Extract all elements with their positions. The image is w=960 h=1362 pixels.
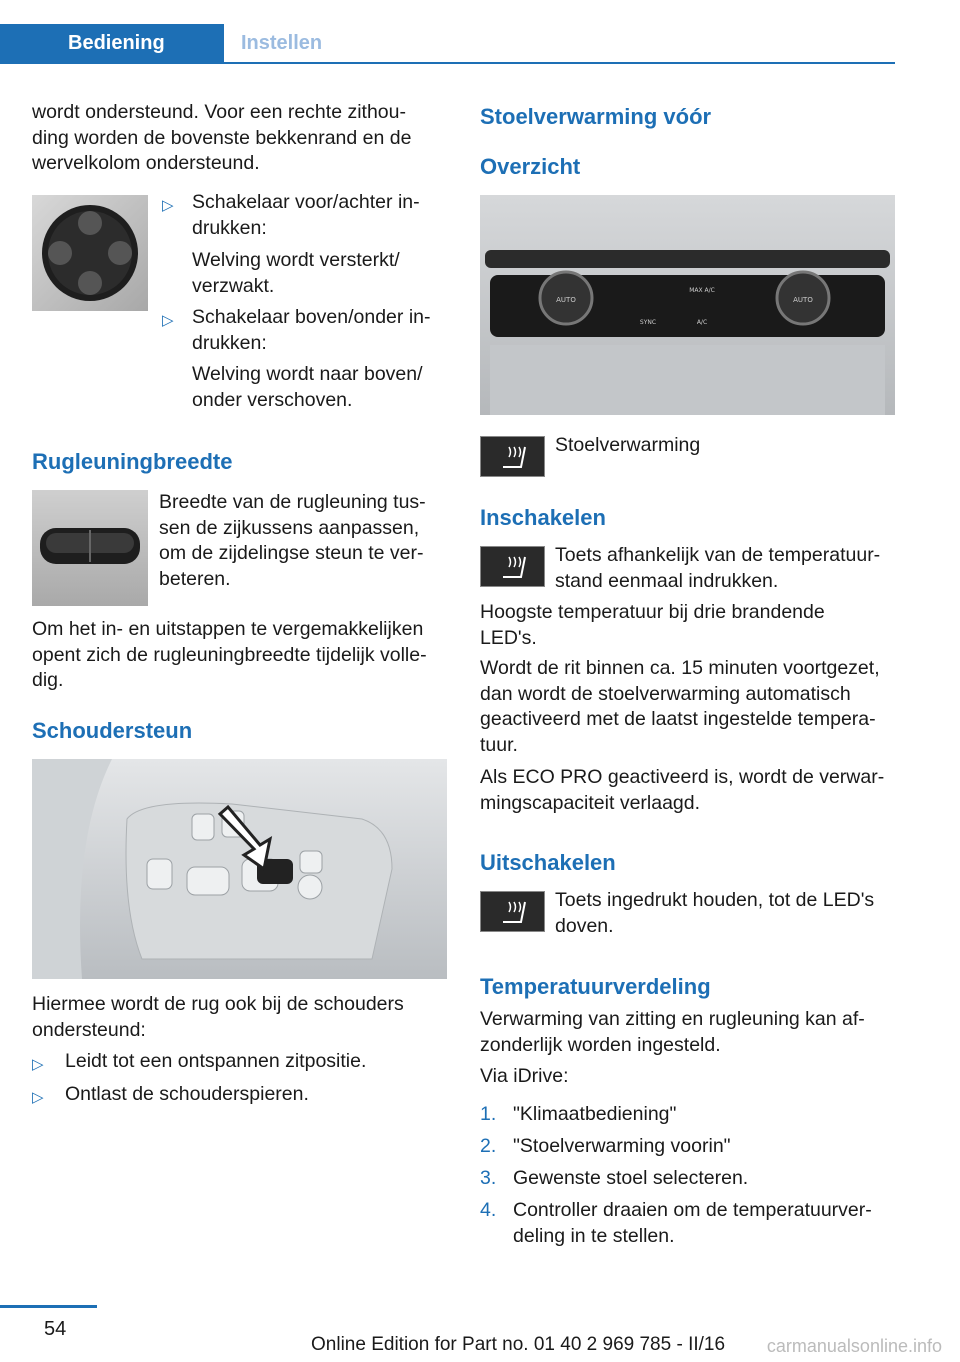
shoulder-item-1: Leidt tot een ontspannen zitpositie. (65, 1050, 367, 1072)
panel-label-auto-right: AUTO (793, 296, 813, 304)
step-text: Controller draaien om de temperatuurver- deling in te stellen. (513, 1199, 872, 1247)
lumbar-item-1-detail: Welving wordt versterkt/ verzwakt. (192, 249, 400, 297)
rug-text: Breedte van de rugleuning tus- sen de zijkussens aanpassen, om de zijdelingse steun te ver- beteren. (159, 491, 426, 590)
climate-panel-image (480, 195, 895, 415)
heading-uitschakelen: Uitschakelen (480, 850, 616, 875)
bullet-icon: ▷ (32, 1056, 44, 1073)
panel-label-sync: SYNC (639, 319, 657, 326)
on-paragraph-1: Hoogste temperatuur bij drie brandende LED's. (480, 601, 825, 649)
lumbar-switch-image (32, 195, 148, 311)
step-text: Gewenste stoel selecteren. (513, 1167, 749, 1189)
shoulder-item-2: Ontlast de schouderspieren. (65, 1083, 309, 1105)
page-number: 54 (44, 1318, 67, 1340)
heading-inschakelen: Inschakelen (480, 505, 606, 530)
bullet-icon: ▷ (162, 197, 174, 214)
bullet-icon: ▷ (162, 312, 174, 329)
panel-label-ac: A/C (696, 319, 708, 326)
intro-paragraph: wordt ondersteund. Voor een rechte zithou- ding worden de bovenste bekkenrand en de wervelkolom ondersteund. (32, 101, 412, 174)
panel-label-auto-left: AUTO (556, 296, 576, 304)
shoulder-text: Hiermee wordt de rug ook bij de schouders ondersteund: (32, 993, 404, 1041)
seat-controls-image (32, 759, 447, 979)
lumbar-item-2-title: Schakelaar boven/onder in- drukken: (192, 306, 431, 354)
heading-schoudersteun: Schoudersteun (32, 718, 193, 743)
backrest-width-switch-image (32, 490, 148, 606)
panel-label-maxac: MAX A/C (689, 287, 715, 294)
edition-text: Online Edition for Part no. 01 40 2 969 785 - II/16 (311, 1334, 726, 1355)
section-tabs (0, 24, 895, 64)
on-paragraph-2: Wordt de rit binnen ca. 15 minuten voortgezet, dan wordt de stoelverwarming automatisch geactiveerd met de laatst ingestelde tempera- tuur. (480, 657, 880, 756)
step-text: "Stoelverwarming voorin" (513, 1135, 731, 1157)
lumbar-item-2-detail: Welving wordt naar boven/ onder verschoven. (192, 363, 423, 411)
off-text: Toets ingedrukt houden, tot de LED's doven. (555, 889, 875, 937)
heading-overzicht: Overzicht (480, 154, 581, 179)
heading-rugleuningbreedte: Rugleuningbreedte (32, 449, 233, 474)
step-text: "Klimaatbediening" (513, 1103, 677, 1125)
bullet-icon: ▷ (32, 1089, 44, 1106)
seat-heating-label: Stoelverwarming (555, 434, 701, 456)
tab-bediening[interactable]: Bediening (0, 24, 224, 62)
seat-heating-button-icon (480, 891, 545, 932)
step-number: 2. (480, 1135, 497, 1157)
on-text: Toets afhankelijk van de temperatuur- stand eenmaal indrukken. (555, 544, 881, 592)
rug-note: Om het in- en uitstappen te vergemakkelijken opent zich de rugleuningbreedte tijdelijk volle- dig. (32, 618, 427, 691)
step-number: 3. (480, 1167, 497, 1189)
heading-temperatuurverdeling: Temperatuurverdeling (480, 974, 711, 999)
seat-heating-button-icon (480, 546, 545, 587)
footer-rule (0, 1305, 97, 1308)
via-idrive: Via iDrive: (480, 1065, 569, 1087)
step-number: 1. (480, 1103, 497, 1125)
on-paragraph-3: Als ECO PRO geactiveerd is, wordt de verwar- mingscapaciteit verlaagd. (480, 766, 885, 814)
watermark: carmanualsonline.info (766, 1336, 942, 1356)
tab-instellen[interactable]: Instellen (241, 32, 323, 54)
lumbar-item-1-title: Schakelaar voor/achter in- drukken: (192, 191, 420, 239)
step-number: 4. (480, 1199, 497, 1221)
seat-heating-button-icon (480, 436, 545, 477)
temp-text: Verwarming van zitting en rugleuning kan af- zonderlijk worden ingesteld. (480, 1008, 865, 1056)
heading-stoelverwarming: Stoelverwarming vóór (480, 104, 712, 129)
